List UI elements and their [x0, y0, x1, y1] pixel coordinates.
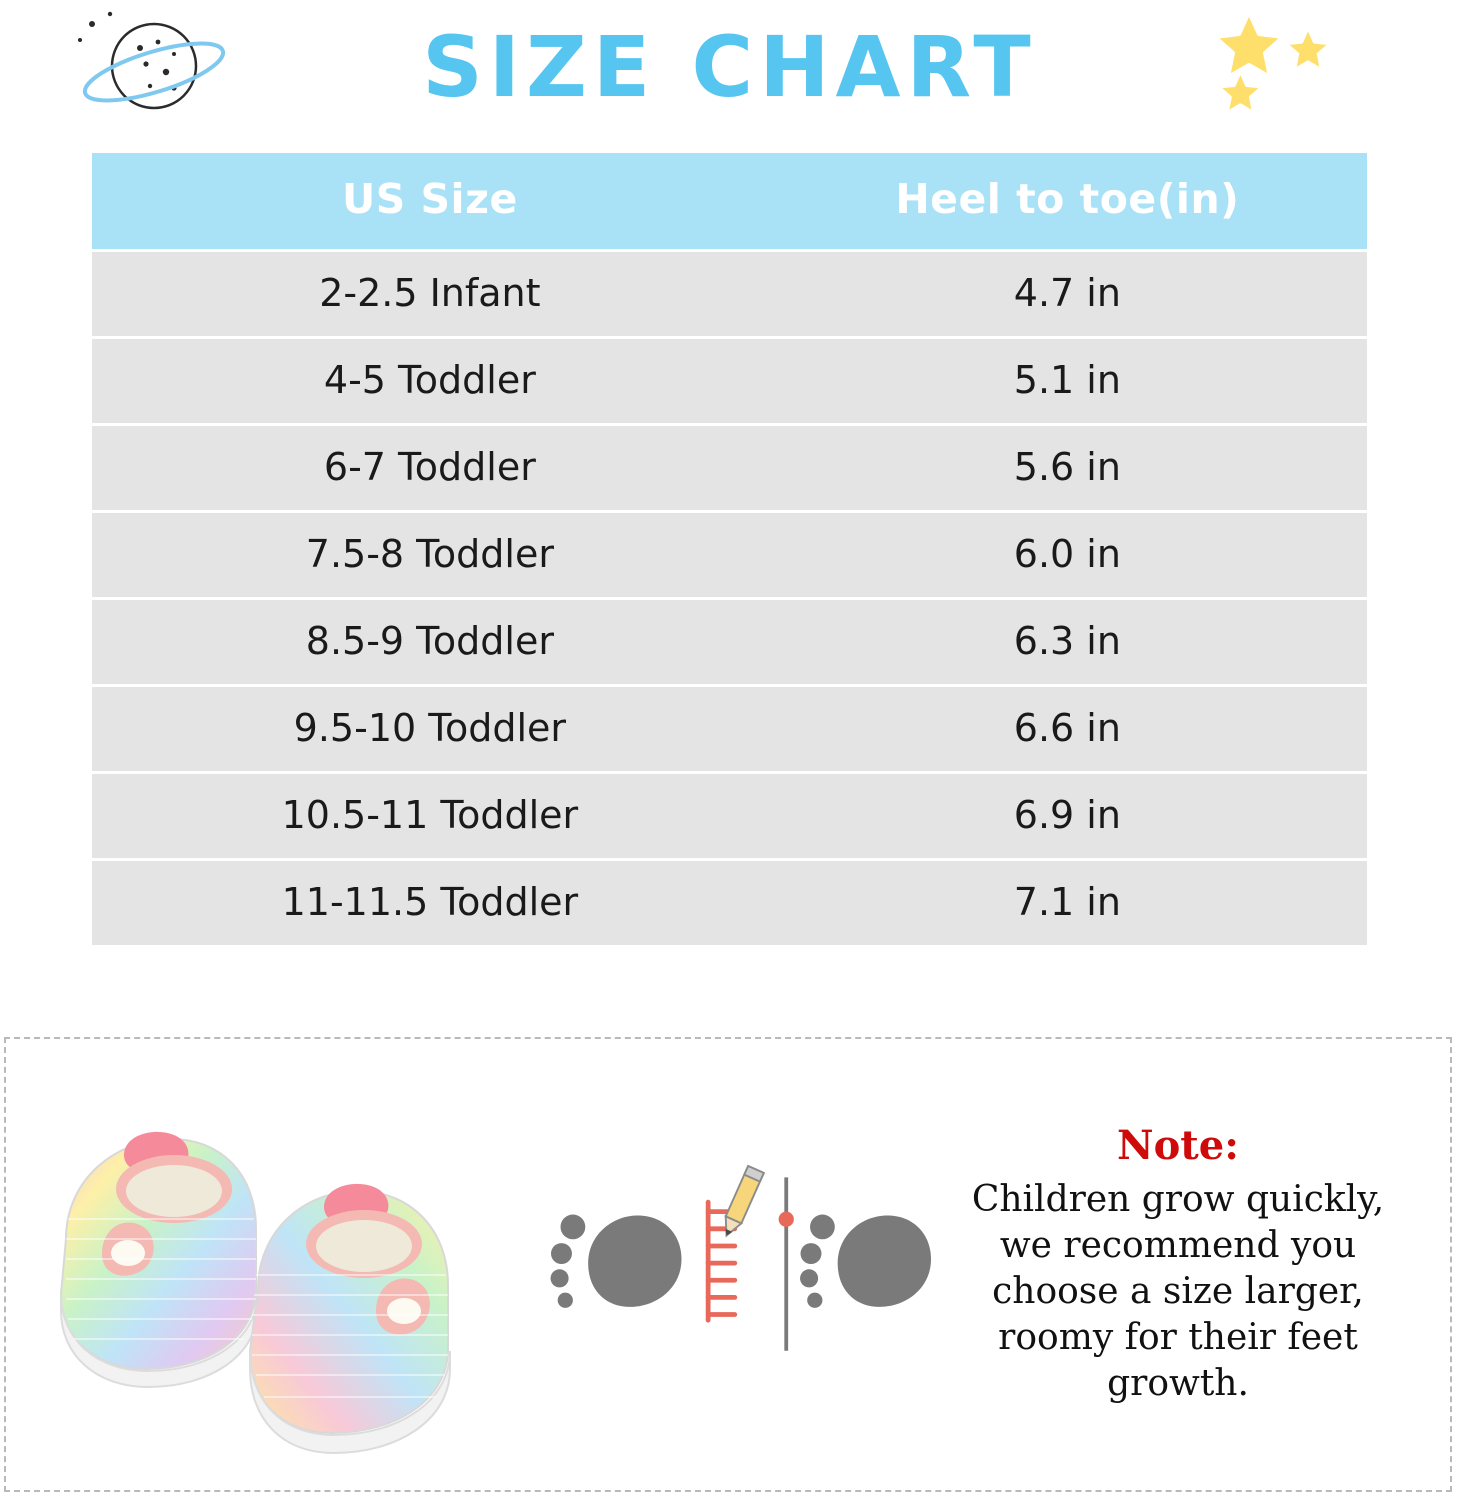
cell-heel-to-toe: 6.0 in — [768, 513, 1367, 597]
cell-us-size: 4-5 Toddler — [92, 339, 768, 423]
size-chart-table-wrapper — [92, 150, 1367, 948]
table-row — [92, 600, 1367, 684]
stars-icon — [1209, 0, 1369, 140]
table-row — [92, 861, 1367, 945]
cell-heel-to-toe: 4.7 in — [768, 252, 1367, 336]
table-row — [92, 774, 1367, 858]
cell-heel-to-toe: 6.3 in — [768, 600, 1367, 684]
table-row — [92, 687, 1367, 771]
note-text: Children grow quickly, we recommend you choose a size larger, roomy for their feet growth. — [971, 1178, 1385, 1405]
cell-us-size: 10.5-11 Toddler — [92, 774, 768, 858]
cell-us-size: 11-11.5 Toddler — [92, 861, 768, 945]
table-row — [92, 339, 1367, 423]
cell-heel-to-toe: 6.6 in — [768, 687, 1367, 771]
size-chart-table — [92, 150, 1367, 948]
table-header — [92, 153, 1367, 249]
column-header-heel-to-toe: Heel to toe(in) — [768, 153, 1367, 249]
table-row — [92, 513, 1367, 597]
cell-us-size: 7.5-8 Toddler — [92, 513, 768, 597]
cell-heel-to-toe: 5.1 in — [768, 339, 1367, 423]
cell-us-size: 2-2.5 Infant — [92, 252, 768, 336]
cell-heel-to-toe: 5.6 in — [768, 426, 1367, 510]
cell-heel-to-toe: 7.1 in — [768, 861, 1367, 945]
table-row — [92, 426, 1367, 510]
table-body — [92, 252, 1367, 945]
page-header — [0, 0, 1459, 150]
note-title: Note: — [1117, 1121, 1239, 1169]
cell-us-size: 6-7 Toddler — [92, 426, 768, 510]
note-block — [946, 1122, 1450, 1407]
page-title: SIZE CHART — [422, 18, 1037, 116]
table-row — [92, 252, 1367, 336]
foot-measure-icon — [516, 1160, 946, 1370]
note-panel — [4, 1037, 1452, 1492]
table-header-row — [92, 153, 1367, 249]
cell-us-size: 9.5-10 Toddler — [92, 687, 768, 771]
column-header-us-size: US Size — [92, 153, 768, 249]
cell-us-size: 8.5-9 Toddler — [92, 600, 768, 684]
product-image — [6, 1039, 516, 1490]
cell-heel-to-toe: 6.9 in — [768, 774, 1367, 858]
